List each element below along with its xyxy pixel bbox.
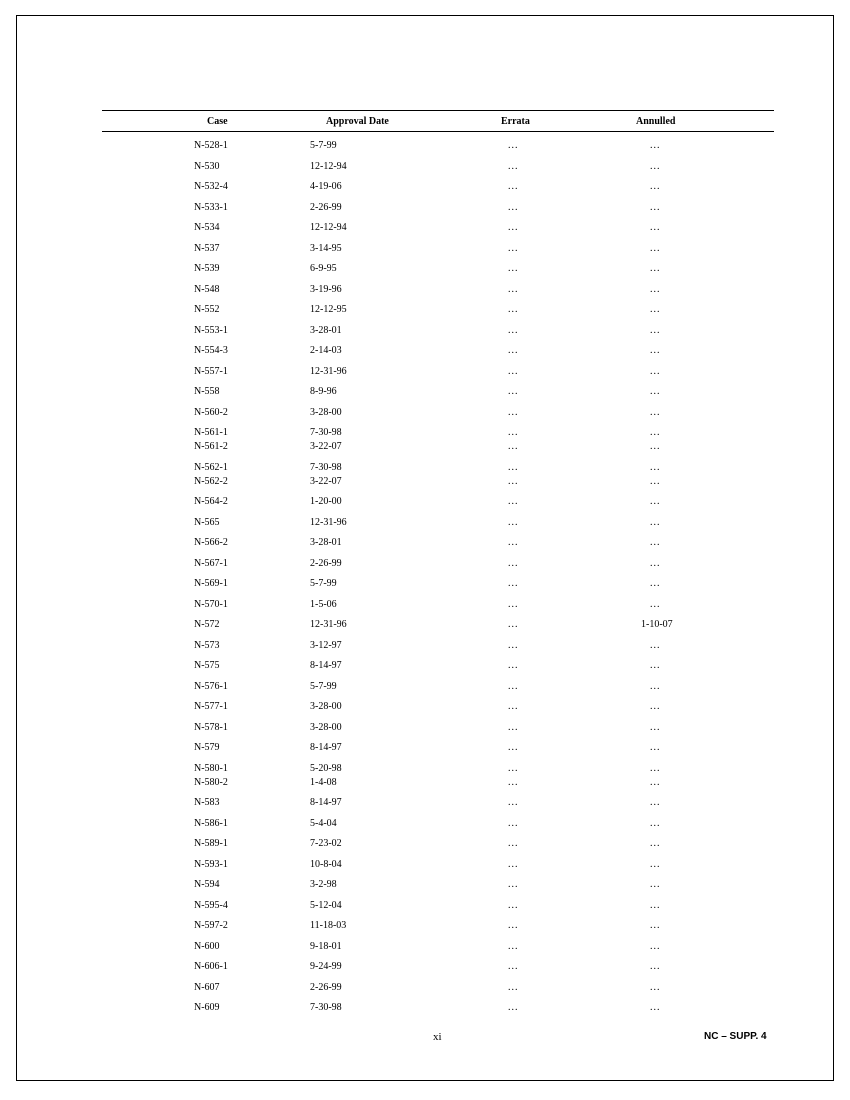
cell-annulled: ... [650, 222, 661, 233]
cell-approval-date: 1-4-08 [310, 776, 337, 788]
cell-annulled: ... [650, 557, 661, 569]
table-row [102, 598, 774, 619]
cell-annulled: ... [650, 304, 661, 315]
cell-annulled: ... [650, 516, 661, 528]
cell-case: N-567-1 [194, 557, 228, 569]
cell-case: N-578-1 [194, 721, 228, 733]
cell-case: N-539 [194, 263, 220, 274]
table-row [102, 981, 774, 1002]
table-row [102, 516, 774, 537]
cell-annulled: ... [650, 776, 661, 788]
cell-errata: ... [508, 304, 519, 315]
cell-approval-date: 3-22-07 [310, 441, 342, 452]
cell-case: N-586-1 [194, 817, 228, 829]
table-row [102, 721, 774, 742]
cell-approval-date: 12-31-96 [310, 365, 347, 377]
cell-approval-date: 9-18-01 [310, 940, 342, 952]
table-body [102, 132, 774, 1022]
table-row [102, 762, 774, 776]
table-row [102, 160, 774, 181]
cell-approval-date: 2-26-99 [310, 201, 342, 213]
cell-annulled: ... [650, 160, 661, 172]
cell-annulled: ... [650, 940, 661, 952]
table-row [102, 495, 774, 516]
cell-approval-date: 5-7-99 [310, 680, 337, 692]
cell-annulled: ... [650, 283, 661, 295]
cell-case: N-532-4 [194, 181, 228, 192]
cell-annulled: ... [650, 701, 661, 712]
cell-errata: ... [508, 660, 519, 671]
table-row [102, 283, 774, 304]
cell-annulled: ... [650, 427, 661, 438]
cell-approval-date: 12-12-94 [310, 222, 347, 233]
cell-errata: ... [508, 981, 519, 993]
cell-approval-date: 10-8-04 [310, 858, 342, 870]
cell-approval-date: 5-20-98 [310, 762, 342, 774]
cell-annulled: ... [650, 537, 661, 548]
cell-errata: ... [508, 940, 519, 952]
cell-case: N-554-3 [194, 345, 228, 356]
header-case: Case [207, 116, 228, 127]
cell-case: N-566-2 [194, 537, 228, 548]
table-row [102, 406, 774, 427]
cell-case: N-577-1 [194, 701, 228, 712]
cell-annulled: ... [650, 242, 661, 254]
cell-approval-date: 3-28-00 [310, 701, 342, 712]
header-approval-date: Approval Date [326, 116, 389, 127]
page-footer [0, 1031, 850, 1047]
cell-case: N-537 [194, 242, 220, 254]
cell-annulled: ... [650, 742, 661, 753]
cell-annulled: ... [650, 365, 661, 377]
cell-annulled: ... [650, 598, 661, 610]
cell-annulled: ... [650, 441, 661, 452]
cell-case: N-553-1 [194, 324, 228, 336]
cell-case: N-570-1 [194, 598, 228, 610]
table-row [102, 242, 774, 263]
cell-case: N-607 [194, 981, 220, 993]
cell-annulled: ... [650, 406, 661, 418]
table-row [102, 440, 774, 461]
cell-errata: ... [508, 263, 519, 274]
cell-annulled: ... [650, 386, 661, 397]
cell-approval-date: 1-20-00 [310, 496, 342, 507]
cell-errata: ... [508, 762, 519, 774]
cell-errata: ... [508, 461, 519, 473]
cell-errata: ... [508, 475, 519, 487]
cell-errata: ... [508, 961, 519, 972]
cell-errata: ... [508, 345, 519, 356]
cell-case: N-575 [194, 660, 220, 671]
cell-approval-date: 8-14-97 [310, 742, 342, 753]
cell-case: N-569-1 [194, 578, 228, 589]
cell-annulled: ... [650, 639, 661, 651]
cell-approval-date: 5-12-04 [310, 899, 342, 911]
cell-annulled: ... [650, 838, 661, 849]
cell-approval-date: 12-12-94 [310, 160, 347, 172]
cell-errata: ... [508, 598, 519, 610]
table-row [102, 577, 774, 598]
cell-approval-date: 7-30-98 [310, 461, 342, 473]
cell-approval-date: 12-31-96 [310, 619, 347, 630]
cell-errata: ... [508, 920, 519, 931]
table-row [102, 475, 774, 496]
table-row [102, 659, 774, 680]
cell-approval-date: 3-2-98 [310, 879, 337, 890]
cell-errata: ... [508, 742, 519, 753]
cell-case: N-533-1 [194, 201, 228, 213]
table-row [102, 303, 774, 324]
cell-approval-date: 3-28-01 [310, 324, 342, 336]
cell-case: N-576-1 [194, 680, 228, 692]
cell-annulled: ... [650, 475, 661, 487]
cell-errata: ... [508, 817, 519, 829]
cell-errata: ... [508, 441, 519, 452]
table-row [102, 262, 774, 283]
table-row [102, 700, 774, 721]
cell-errata: ... [508, 858, 519, 870]
cell-case: N-609 [194, 1002, 220, 1013]
cell-approval-date: 9-24-99 [310, 961, 342, 972]
table-row [102, 365, 774, 386]
cell-case: N-558 [194, 386, 220, 397]
cell-errata: ... [508, 496, 519, 507]
cell-annulled: ... [650, 817, 661, 829]
cell-case: N-573 [194, 639, 220, 651]
cell-case: N-530 [194, 160, 220, 172]
table-row [102, 536, 774, 557]
cell-approval-date: 3-14-95 [310, 242, 342, 254]
table-row [102, 796, 774, 817]
cell-annulled: ... [650, 263, 661, 274]
cell-errata: ... [508, 797, 519, 808]
cell-errata: ... [508, 140, 519, 151]
cell-case: N-580-2 [194, 776, 228, 788]
cell-errata: ... [508, 721, 519, 733]
supplement-label: NC – SUPP. 4 [704, 1031, 767, 1042]
cell-annulled: ... [650, 324, 661, 336]
table-row [102, 837, 774, 858]
table-row [102, 385, 774, 406]
cell-case: N-564-2 [194, 496, 228, 507]
cell-approval-date: 3-28-00 [310, 721, 342, 733]
table-row [102, 344, 774, 365]
cases-table [102, 110, 774, 1022]
cell-errata: ... [508, 181, 519, 192]
cell-errata: ... [508, 324, 519, 336]
cell-annulled: ... [650, 721, 661, 733]
cell-case: N-562-1 [194, 461, 228, 473]
cell-case: N-594 [194, 879, 220, 890]
cell-approval-date: 8-14-97 [310, 797, 342, 808]
cell-approval-date: 8-14-97 [310, 660, 342, 671]
cell-annulled: ... [650, 1002, 661, 1013]
cell-case: N-583 [194, 797, 220, 808]
table-row [102, 817, 774, 838]
cell-approval-date: 3-19-96 [310, 283, 342, 295]
cell-case: N-528-1 [194, 140, 228, 151]
cell-approval-date: 2-14-03 [310, 345, 342, 356]
cell-case: N-561-1 [194, 427, 228, 438]
cell-approval-date: 3-12-97 [310, 639, 342, 651]
cell-errata: ... [508, 899, 519, 911]
cell-errata: ... [508, 201, 519, 213]
page-number: xi [433, 1031, 442, 1043]
cell-case: N-534 [194, 222, 220, 233]
cell-annulled: ... [650, 140, 661, 151]
table-row [102, 858, 774, 879]
cell-annulled: ... [650, 461, 661, 473]
cell-errata: ... [508, 406, 519, 418]
table-row [102, 557, 774, 578]
cell-case: N-557-1 [194, 365, 228, 377]
cell-case: N-595-4 [194, 899, 228, 911]
cell-case: N-606-1 [194, 961, 228, 972]
cell-case: N-597-2 [194, 920, 228, 931]
header-annulled: Annulled [636, 116, 676, 127]
cell-approval-date: 1-5-06 [310, 598, 337, 610]
cell-approval-date: 6-9-95 [310, 263, 337, 274]
cell-errata: ... [508, 701, 519, 712]
cell-annulled: ... [650, 858, 661, 870]
cell-approval-date: 3-28-01 [310, 537, 342, 548]
cell-approval-date: 2-26-99 [310, 557, 342, 569]
cell-approval-date: 7-30-98 [310, 1002, 342, 1013]
cell-approval-date: 3-28-00 [310, 406, 342, 418]
cell-annulled: ... [650, 879, 661, 890]
cell-approval-date: 7-23-02 [310, 838, 342, 849]
cell-annulled: ... [650, 961, 661, 972]
cell-errata: ... [508, 578, 519, 589]
cell-approval-date: 8-9-96 [310, 386, 337, 397]
table-row [102, 960, 774, 981]
table-row [102, 324, 774, 345]
cell-errata: ... [508, 537, 519, 548]
cell-errata: ... [508, 879, 519, 890]
cell-annulled: ... [650, 181, 661, 192]
cell-annulled: ... [650, 345, 661, 356]
cell-case: N-589-1 [194, 838, 228, 849]
cell-errata: ... [508, 619, 519, 630]
cell-case: N-580-1 [194, 762, 228, 774]
table-row [102, 461, 774, 475]
cell-annulled: ... [650, 660, 661, 671]
table-row [102, 776, 774, 797]
cell-annulled: ... [650, 496, 661, 507]
table-row [102, 878, 774, 899]
table-row [102, 426, 774, 440]
cell-errata: ... [508, 365, 519, 377]
cell-errata: ... [508, 639, 519, 651]
cell-errata: ... [508, 222, 519, 233]
cell-annulled: 1-10-07 [641, 619, 673, 630]
cell-approval-date: 7-30-98 [310, 427, 342, 438]
cell-case: N-572 [194, 619, 220, 630]
cell-annulled: ... [650, 578, 661, 589]
table-row [102, 899, 774, 920]
cell-errata: ... [508, 386, 519, 397]
table-row [102, 940, 774, 961]
table-row [102, 618, 774, 639]
cell-errata: ... [508, 557, 519, 569]
cell-errata: ... [508, 283, 519, 295]
cell-case: N-548 [194, 283, 220, 295]
table-row [102, 639, 774, 660]
cell-case: N-600 [194, 940, 220, 952]
table-row [102, 741, 774, 762]
cell-errata: ... [508, 680, 519, 692]
cell-case: N-552 [194, 304, 220, 315]
cell-approval-date: 2-26-99 [310, 981, 342, 993]
cell-errata: ... [508, 242, 519, 254]
cell-errata: ... [508, 776, 519, 788]
table-row [102, 680, 774, 701]
table-row [102, 201, 774, 222]
cell-approval-date: 12-31-96 [310, 516, 347, 528]
cell-case: N-561-2 [194, 441, 228, 452]
cell-approval-date: 11-18-03 [310, 920, 347, 931]
cell-annulled: ... [650, 920, 661, 931]
cell-annulled: ... [650, 762, 661, 774]
cell-case: N-562-2 [194, 475, 228, 487]
cell-case: N-565 [194, 516, 220, 528]
cell-annulled: ... [650, 797, 661, 808]
cell-errata: ... [508, 516, 519, 528]
cell-approval-date: 12-12-95 [310, 304, 347, 315]
table-row [102, 139, 774, 160]
cell-case: N-593-1 [194, 858, 228, 870]
cell-approval-date: 5-4-04 [310, 817, 337, 829]
cell-case: N-579 [194, 742, 220, 753]
cell-approval-date: 4-19-06 [310, 181, 342, 192]
cell-errata: ... [508, 838, 519, 849]
table-row [102, 919, 774, 940]
table-row [102, 1001, 774, 1022]
table-header [102, 111, 774, 131]
cell-errata: ... [508, 427, 519, 438]
cell-errata: ... [508, 160, 519, 172]
cell-approval-date: 5-7-99 [310, 140, 337, 151]
cell-approval-date: 3-22-07 [310, 475, 342, 487]
cell-annulled: ... [650, 680, 661, 692]
header-errata: Errata [501, 116, 530, 127]
cell-case: N-560-2 [194, 406, 228, 418]
cell-approval-date: 5-7-99 [310, 578, 337, 589]
cell-annulled: ... [650, 981, 661, 993]
cell-annulled: ... [650, 899, 661, 911]
cell-errata: ... [508, 1002, 519, 1013]
table-row [102, 221, 774, 242]
cell-annulled: ... [650, 201, 661, 213]
table-row [102, 180, 774, 201]
